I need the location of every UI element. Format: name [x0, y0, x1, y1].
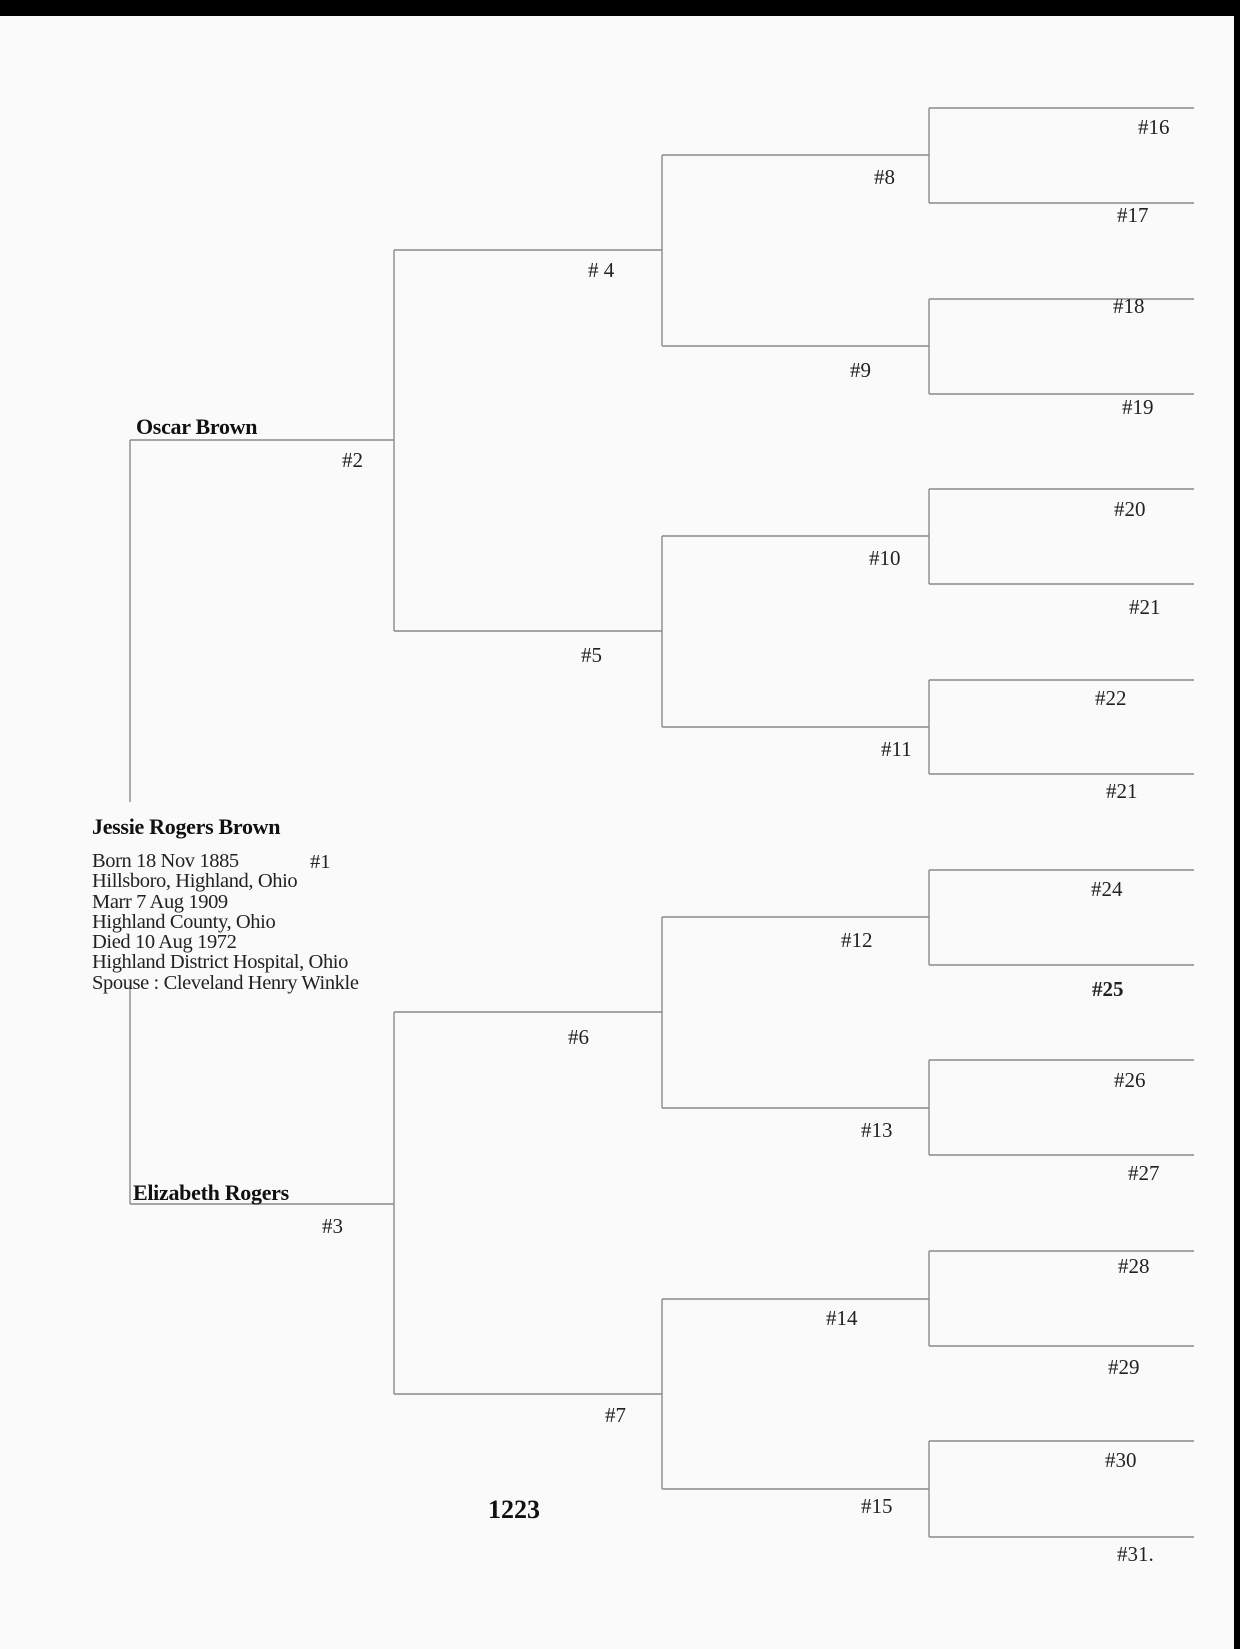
bracket-13 [929, 1060, 1194, 1155]
bracket-7 [662, 1299, 929, 1489]
ancestor-number-30: #30 [1105, 1448, 1137, 1472]
ancestor-number-31: #31. [1117, 1542, 1154, 1566]
bracket-15 [929, 1441, 1194, 1537]
ancestor-number-19: #19 [1122, 395, 1154, 419]
ancestor-number-28: #28 [1118, 1254, 1150, 1278]
ancestor-number-7: #7 [605, 1403, 626, 1427]
bracket-11 [929, 680, 1194, 774]
ancestor-number-14: #14 [826, 1306, 858, 1330]
ancestor-number-18: #18 [1113, 294, 1145, 318]
ancestor-number-16: #16 [1138, 115, 1170, 139]
ancestor-number-21: #21 [1129, 595, 1161, 619]
subject-detail-line: Died 10 Aug 1972 [92, 931, 237, 954]
subject-name: Jessie Rogers Brown [92, 814, 281, 839]
subject-number: #1 [310, 851, 331, 873]
mother-number: #3 [322, 1214, 343, 1238]
bracket-3 [394, 1012, 662, 1394]
ancestor-number-5: #5 [581, 643, 602, 667]
ancestor-number-6: #6 [568, 1025, 589, 1049]
ancestor-number-15: #15 [861, 1494, 893, 1518]
ancestor-number-8: #8 [874, 165, 895, 189]
subject-detail-line: Born 18 Nov 1885 [92, 850, 239, 872]
ancestor-number-10: #10 [869, 546, 901, 570]
subject-detail-line: Highland County, Ohio [92, 910, 276, 933]
father-number: #2 [342, 448, 363, 472]
ancestor-number-4: # 4 [588, 258, 615, 282]
ancestor-number-24: #24 [1091, 877, 1123, 901]
ancestor-number-12: #12 [841, 928, 873, 952]
bracket-10 [929, 489, 1194, 584]
subject-detail-line: Spouse : Cleveland Henry Winkle [92, 971, 359, 994]
bracket-2 [394, 250, 662, 631]
bracket-14 [929, 1251, 1194, 1346]
ancestor-number-22: #22 [1095, 686, 1127, 710]
ancestor-number-23: #21 [1106, 779, 1138, 803]
ancestor-number-17: #17 [1117, 203, 1149, 227]
subject-detail-line: Highland District Hospital, Ohio [92, 951, 348, 974]
page-number: 1223 [488, 1495, 540, 1524]
mother-name: Elizabeth Rogers [133, 1180, 289, 1205]
subject-detail-line: Hillsboro, Highland, Ohio [92, 870, 298, 893]
bracket-6 [662, 917, 929, 1108]
ancestor-number-29: #29 [1108, 1355, 1140, 1379]
bracket-9 [929, 299, 1194, 394]
ancestor-number-20: #20 [1114, 497, 1146, 521]
ancestor-number-27: #27 [1128, 1161, 1160, 1185]
subject-detail-line: Marr 7 Aug 1909 [92, 890, 228, 913]
ancestor-number-11: #11 [881, 737, 912, 761]
ancestor-number-9: #9 [850, 358, 871, 382]
bracket-12 [929, 870, 1194, 965]
ancestor-number-25: #25 [1092, 977, 1124, 1001]
ancestor-number-26: #26 [1114, 1068, 1146, 1092]
ancestor-number-13: #13 [861, 1118, 893, 1142]
father-name: Oscar Brown [136, 414, 258, 439]
